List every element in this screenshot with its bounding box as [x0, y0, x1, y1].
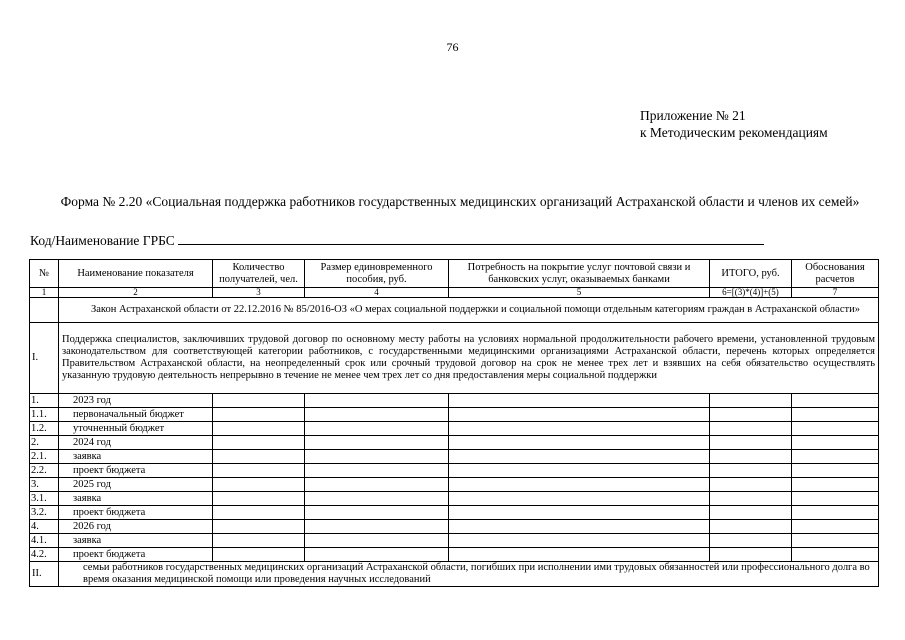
table-row — [30, 548, 879, 562]
form-title: Форма № 2.20 «Социальная поддержка работников государственных медицинских организаций Астраханской области и членов их семей» — [60, 194, 860, 209]
header-indicator: Наименование показателя — [59, 260, 213, 288]
row-label: первоначальный бюджет — [59, 408, 213, 422]
row-num: 2.1. — [30, 450, 59, 464]
total-cell[interactable] — [710, 450, 792, 464]
table-row — [30, 464, 879, 478]
appendix-line-1: Приложение № 21 — [640, 108, 746, 123]
section-2-row — [30, 562, 879, 587]
table-row — [30, 408, 879, 422]
allowance-cell[interactable] — [305, 450, 449, 464]
allowance-cell[interactable] — [305, 394, 449, 408]
grbs-label: Код/Наименование ГРБС — [30, 233, 175, 248]
allowance-cell[interactable] — [305, 492, 449, 506]
column-index: 7 — [792, 288, 879, 298]
bank-services-cell[interactable] — [449, 534, 710, 548]
total-cell[interactable] — [710, 464, 792, 478]
bank-services-cell[interactable] — [449, 450, 710, 464]
row-label: проект бюджета — [59, 464, 213, 478]
total-cell[interactable] — [710, 506, 792, 520]
recipients-cell[interactable] — [213, 436, 305, 450]
table-row — [30, 492, 879, 506]
allowance-cell[interactable] — [305, 534, 449, 548]
grbs-input-line[interactable] — [178, 231, 764, 245]
header-row — [30, 260, 879, 288]
justification-cell[interactable] — [792, 464, 879, 478]
total-cell[interactable] — [710, 492, 792, 506]
form-table — [29, 259, 879, 587]
row-label: 2026 год — [59, 520, 213, 534]
justification-cell[interactable] — [792, 534, 879, 548]
column-index: 6=[(3)*(4)]+(5) — [710, 288, 792, 298]
recipients-cell[interactable] — [213, 478, 305, 492]
column-index-row — [30, 288, 879, 298]
recipients-cell[interactable] — [213, 492, 305, 506]
recipients-cell[interactable] — [213, 408, 305, 422]
bank-services-cell[interactable] — [449, 422, 710, 436]
allowance-cell[interactable] — [305, 478, 449, 492]
bank-services-cell[interactable] — [449, 394, 710, 408]
section-2-num: II. — [30, 562, 59, 587]
table-row — [30, 520, 879, 534]
bank-services-cell[interactable] — [449, 520, 710, 534]
recipients-cell[interactable] — [213, 450, 305, 464]
bank-services-cell[interactable] — [449, 464, 710, 478]
section-2-text: семьи работников государственных медицинских организаций Астраханской области, погибших при исполнении ими трудовых обязанностей или профессионального долга во время оказания медицинской помощи или проведения научных исследований — [59, 562, 879, 587]
bank-services-cell[interactable] — [449, 478, 710, 492]
appendix-note — [640, 107, 828, 141]
allowance-cell[interactable] — [305, 520, 449, 534]
total-cell[interactable] — [710, 478, 792, 492]
table-row — [30, 422, 879, 436]
recipients-cell[interactable] — [213, 520, 305, 534]
allowance-cell[interactable] — [305, 408, 449, 422]
law-row — [30, 298, 879, 323]
allowance-cell[interactable] — [305, 422, 449, 436]
justification-cell[interactable] — [792, 548, 879, 562]
table-row — [30, 450, 879, 464]
header-recipients: Количество получателей, чел. — [213, 260, 305, 288]
table-row — [30, 534, 879, 548]
row-num: 1.2. — [30, 422, 59, 436]
row-num: 3. — [30, 478, 59, 492]
recipients-cell[interactable] — [213, 464, 305, 478]
row-label: заявка — [59, 534, 213, 548]
grbs-field — [30, 231, 764, 249]
row-label: проект бюджета — [59, 548, 213, 562]
column-index: 3 — [213, 288, 305, 298]
row-label: 2025 год — [59, 478, 213, 492]
row-num: 1.1. — [30, 408, 59, 422]
bank-services-cell[interactable] — [449, 408, 710, 422]
total-cell[interactable] — [710, 408, 792, 422]
header-total: ИТОГО, руб. — [710, 260, 792, 288]
header-allowance: Размер единовременного пособия, руб. — [305, 260, 449, 288]
bank-services-cell[interactable] — [449, 506, 710, 520]
allowance-cell[interactable] — [305, 464, 449, 478]
total-cell[interactable] — [710, 534, 792, 548]
allowance-cell[interactable] — [305, 436, 449, 450]
column-index: 1 — [30, 288, 59, 298]
row-num: 2.2. — [30, 464, 59, 478]
section-1-num: I. — [30, 323, 59, 394]
total-cell[interactable] — [710, 394, 792, 408]
recipients-cell[interactable] — [213, 506, 305, 520]
bank-services-cell[interactable] — [449, 548, 710, 562]
recipients-cell[interactable] — [213, 548, 305, 562]
justification-cell[interactable] — [792, 450, 879, 464]
table-row — [30, 394, 879, 408]
row-num: 3.2. — [30, 506, 59, 520]
row-num: 3.1. — [30, 492, 59, 506]
justification-cell[interactable] — [792, 506, 879, 520]
section-1-row — [30, 323, 879, 394]
column-index: 5 — [449, 288, 710, 298]
justification-cell[interactable] — [792, 408, 879, 422]
table-row — [30, 506, 879, 520]
justification-cell[interactable] — [792, 422, 879, 436]
justification-cell[interactable] — [792, 492, 879, 506]
header-num: № — [30, 260, 59, 288]
allowance-cell[interactable] — [305, 548, 449, 562]
total-cell[interactable] — [710, 520, 792, 534]
total-cell[interactable] — [710, 548, 792, 562]
page-number: 76 — [446, 40, 459, 54]
bank-services-cell[interactable] — [449, 492, 710, 506]
row-label: уточненный бюджет — [59, 422, 213, 436]
justification-cell[interactable] — [792, 394, 879, 408]
appendix-line-2: к Методическим рекомендациям — [640, 125, 828, 140]
bank-services-cell[interactable] — [449, 436, 710, 450]
allowance-cell[interactable] — [305, 506, 449, 520]
row-label: 2023 год — [59, 394, 213, 408]
recipients-cell[interactable] — [213, 394, 305, 408]
row-label: проект бюджета — [59, 506, 213, 520]
row-num: 4.2. — [30, 548, 59, 562]
law-text: Закон Астраханской области от 22.12.2016 № 85/2016-ОЗ «О мерах социальной поддержки и социальной помощи отдельным категориям граждан в Астраханской области» — [59, 298, 879, 323]
justification-cell[interactable] — [792, 478, 879, 492]
row-num: 4. — [30, 520, 59, 534]
section-1-text: Поддержка специалистов, заключивших трудовой договор по основному месту работы на условиях нормальной продолжительности рабочего времени, установленной трудовым законодательством для соответствующей категории работников, с государственными медицинскими организациями Астраханской области, перечень которых определяется Правительством Астраханской области, на неопределенный срок или срочный трудовой договор на срок не менее трех лет и взявших на себя обязательство осуществлять указанную трудовую деятельность непрерывно в течение не менее чем трех лет со дня предоставления меры социальной поддержки — [59, 323, 879, 394]
total-cell[interactable] — [710, 436, 792, 450]
header-justification: Обоснования расчетов — [792, 260, 879, 288]
column-index: 4 — [305, 288, 449, 298]
row-label: 2024 год — [59, 436, 213, 450]
law-num-cell — [30, 298, 59, 323]
recipients-cell[interactable] — [213, 422, 305, 436]
row-num: 2. — [30, 436, 59, 450]
row-label: заявка — [59, 450, 213, 464]
table-row — [30, 478, 879, 492]
justification-cell[interactable] — [792, 436, 879, 450]
header-bank-services: Потребность на покрытие услуг почтовой связи и банковских услуг, оказываемых банками — [449, 260, 710, 288]
row-label: заявка — [59, 492, 213, 506]
total-cell[interactable] — [710, 422, 792, 436]
table-row — [30, 436, 879, 450]
row-num: 4.1. — [30, 534, 59, 548]
row-num: 1. — [30, 394, 59, 408]
recipients-cell[interactable] — [213, 534, 305, 548]
justification-cell[interactable] — [792, 520, 879, 534]
column-index: 2 — [59, 288, 213, 298]
